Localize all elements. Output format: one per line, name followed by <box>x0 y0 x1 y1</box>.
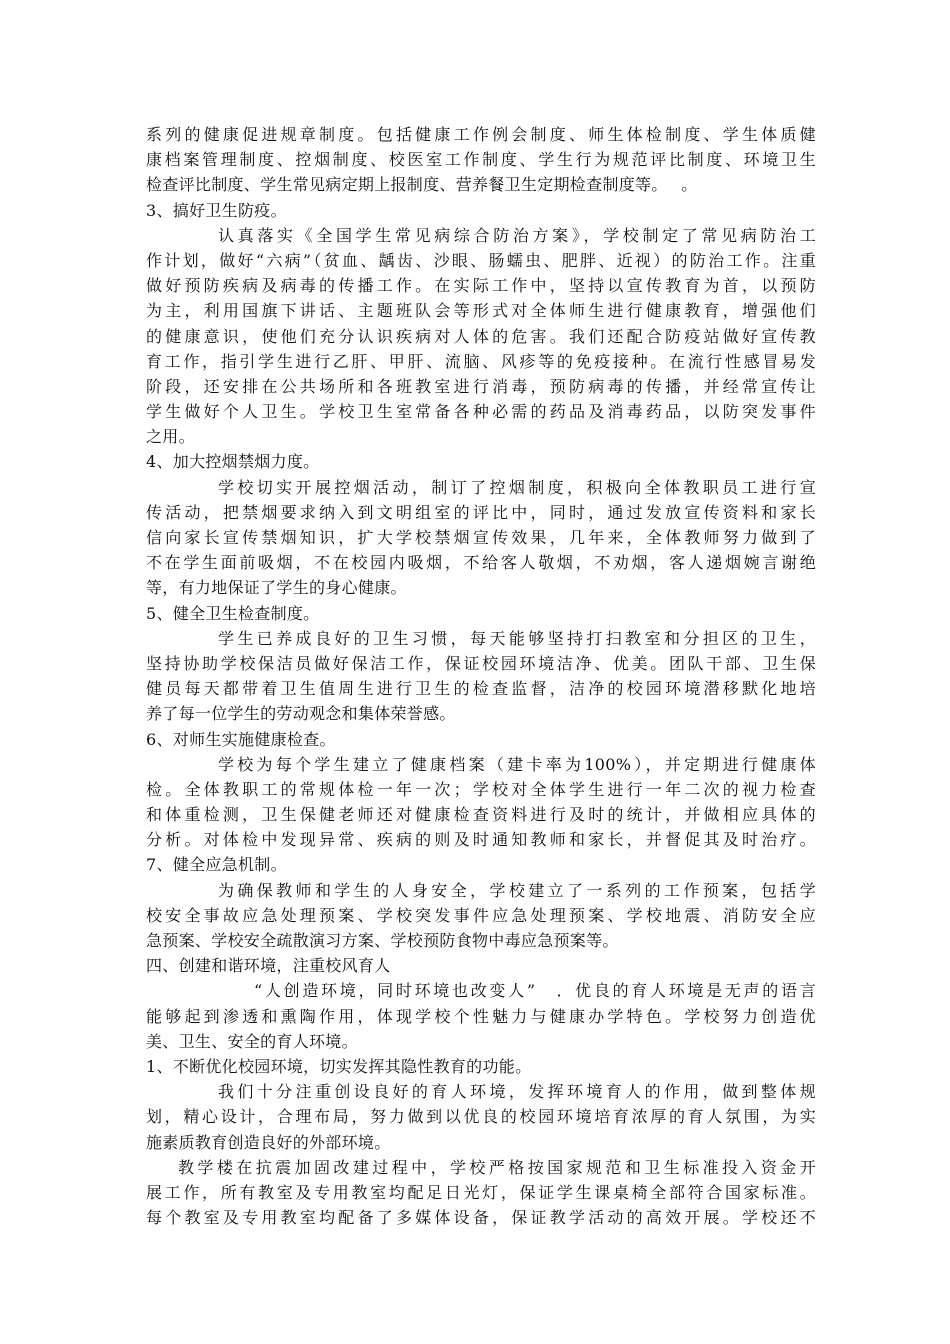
section-heading: 7、健全应急机制。 <box>146 855 287 875</box>
text-line: 系列的健康促进规章制度。包括健康工作例会制度、师生体检制度、学生体质健 <box>146 125 816 144</box>
text-line: 施素质教育创造良好的外部环境。 <box>146 1132 391 1152</box>
text-line: 养了每一位学生的劳动观念和集体荣誉感。 <box>146 704 456 724</box>
text-line: 为主，利用国旗下讲话、主题班队会等形式对全体师生进行健康教育，增强他们 <box>146 301 816 321</box>
section-heading: 1、不断优化校园环境，切实发挥其隐性教育的功能。 <box>146 1056 532 1076</box>
text-line: 每个教室及专用教室均配备了多媒体设备，保证教学活动的高效开展。学校还不 <box>146 1208 816 1228</box>
text-line: 健员每天都带着卫生值周生进行卫生的检查监督，洁净的校园环境潜移默化地培 <box>146 679 816 699</box>
paragraph-first-line: 学校为每个学生建立了健康档案（建卡率为100%），并定期进行健康体 <box>218 754 816 774</box>
text-line: 传活动，把禁烟要求纳入到文明组室的评比中，同时，通过发放宣传资料和家长 <box>146 502 816 522</box>
text-line: 划，精心设计，合理布局，努力做到以优良的校园环境培育浓厚的育人氛围，为实 <box>146 1107 816 1127</box>
paragraph-first-line: 教学楼在抗震加固改建过程中，学校严格按国家规范和卫生标准投入资金开 <box>178 1157 816 1177</box>
text-line: 等，有力地保证了学生的身心健康。 <box>146 578 407 598</box>
text-line: 之用。 <box>146 427 195 447</box>
text-line: 康档案管理制度、控烟制度、校医室工作制度、学生行为规范评比制度、环境卫生 <box>146 150 816 170</box>
text-line: 学生做好个人卫生。学校卫生室常备各种必需的药品及消毒药品，以防突发事件 <box>146 402 816 422</box>
text-line: 和体重检测，卫生保健老师还对健康检查资料进行及时的统计，并做相应具体的 <box>146 805 816 825</box>
document-body <box>146 122 816 1230</box>
paragraph-first-line: 学校切实开展控烟活动，制订了控烟制度，积极向全体教职员工进行宣 <box>218 477 816 497</box>
text-line: 做好预防疾病及病毒的传播工作。在实际工作中，坚持以宣传教育为首，以预防 <box>146 276 816 296</box>
text-line: 分析。对体检中发现异常、疾病的则及时通知教师和家长，并督促其及时治疗。 <box>146 830 816 850</box>
text-line: 育工作，指引学生进行乙肝、甲肝、流脑、风疹等的免疫接种。在流行性感冒易发 <box>146 351 816 371</box>
text-line: 美、卫生、安全的育人环境。 <box>146 1031 358 1051</box>
section-heading: 四、创建和谐环境，注重校风育人 <box>146 956 391 976</box>
text-line: 校安全事故应急处理预案、学校突发事件应急处理预案、学校地震、消防安全应 <box>146 905 816 925</box>
text-line: 急预案、学校安全疏散演习方案、学校预防食物中毒应急预案等。 <box>146 931 619 950</box>
section-heading: 3、搞好卫生防疫。 <box>146 200 287 220</box>
paragraph-first-line: “人创造环境，同时环境也改变人” ．优良的育人环境是无声的语言 <box>254 981 816 1001</box>
text-line: 作计划，做好“六病”（贫血、龋齿、沙眼、肠蠕虫、肥胖、近视）的防治工作。注重 <box>146 250 816 270</box>
section-heading: 4、加大控烟禁烟力度。 <box>146 452 320 472</box>
text-line: 能够起到渗透和熏陶作用，体现学校个性魅力与健康办学特色。学校努力创造优 <box>146 1006 816 1026</box>
paragraph-first-line: 学生已养成良好的卫生习惯，每天能够坚持打扫教室和分担区的卫生， <box>218 628 816 648</box>
text-line: 坚持协助学校保洁员做好保洁工作，保证校园环境洁净、优美。团队干部、卫生保 <box>146 653 816 673</box>
text-line: 不在学生面前吸烟，不在校园内吸烟，不给客人敬烟，不劝烟，客人递烟婉言谢绝 <box>146 553 816 573</box>
paragraph-first-line: 为确保教师和学生的人身安全，学校建立了一系列的工作预案，包括学 <box>218 880 816 900</box>
text-line: 信向家长宣传禁烟知识，扩大学校禁烟宣传效果，几年来，全体教师努力做到了 <box>146 528 816 547</box>
text-line: 的健康意识，使他们充分认识疾病对人体的危害。我们还配合防疫站做好宣传教 <box>146 326 816 346</box>
text-line: 检。全体教职工的常规体检一年一次；学校对全体学生进行一年二次的视力检查 <box>146 779 816 799</box>
text-line: 检查评比制度、学生常见病定期上报制度、营养餐卫生定期检查制度等。 。 <box>146 175 698 195</box>
paragraph-first-line: 认真落实《全国学生常见病综合防治方案》，学校制定了常见病防治工 <box>218 225 816 245</box>
text-line: 展工作，所有教室及专用教室均配足日光灯，保证学生课桌椅全部符合国家标准。 <box>146 1182 816 1202</box>
section-heading: 5、健全卫生检查制度。 <box>146 603 320 623</box>
text-line: 阶段，还安排在公共场所和各班教室进行消毒，预防病毒的传播，并经常宣传让 <box>146 376 816 396</box>
paragraph-first-line: 我们十分注重创设良好的育人环境，发挥环境育人的作用，做到整体规 <box>218 1082 816 1102</box>
section-heading: 6、对师生实施健康检查。 <box>146 729 336 749</box>
